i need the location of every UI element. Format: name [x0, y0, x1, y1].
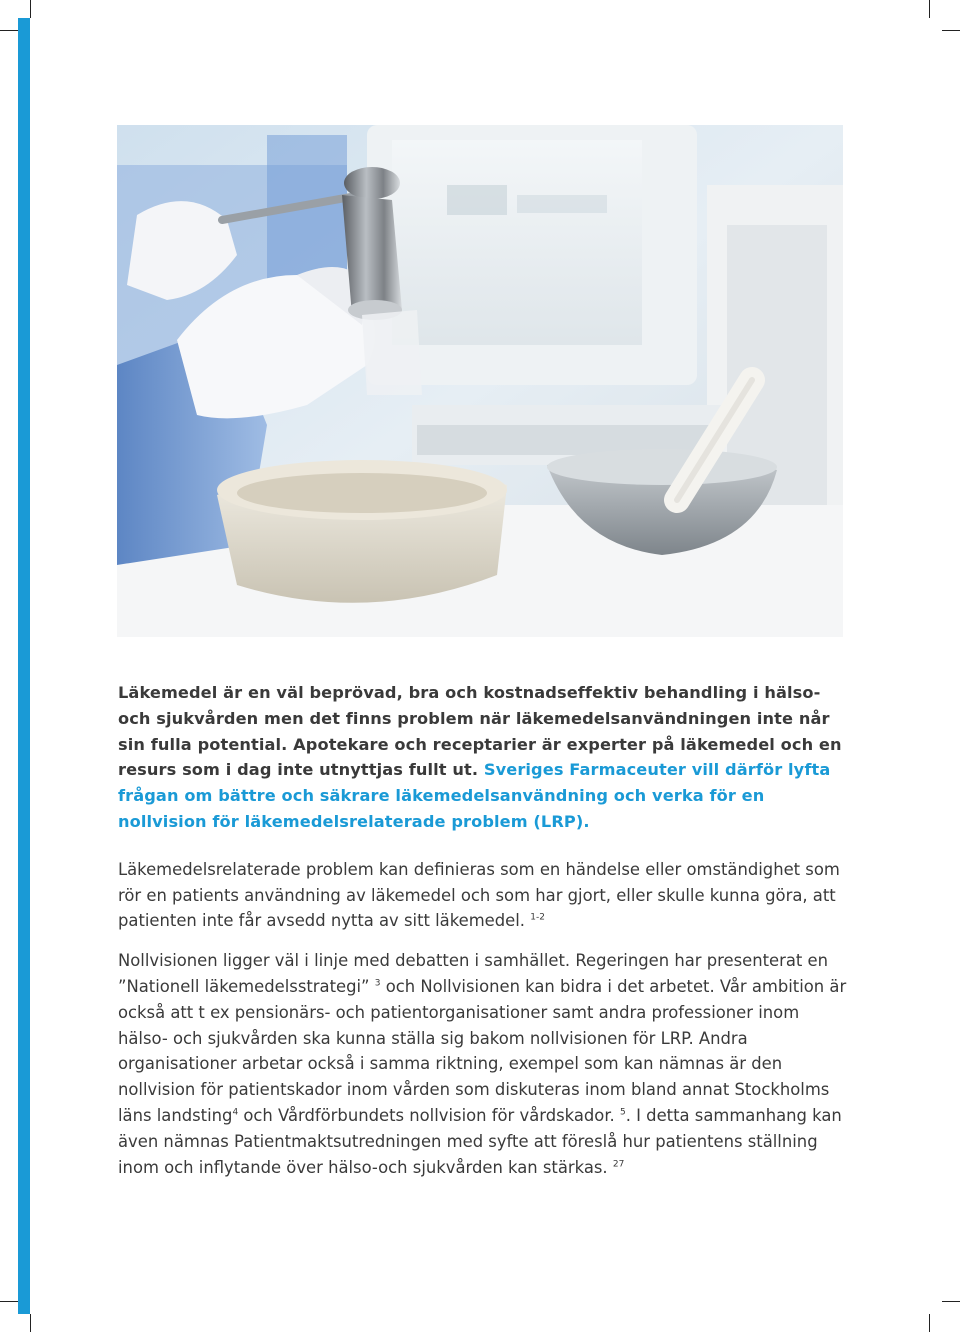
- crop-mark-top-left-h: [0, 30, 18, 31]
- nollvision-text-3: och Vårdförbundets nollvision för vårdskador.: [238, 1105, 620, 1125]
- footnote-ref-1-2: 1-2: [530, 912, 545, 923]
- crop-mark-bottom-left-v: [30, 1314, 31, 1332]
- definition-paragraph: [118, 857, 848, 934]
- footnote-ref-3: 3: [374, 978, 381, 989]
- footnote-ref-4: 4: [232, 1107, 239, 1118]
- crop-mark-top-right-v: [929, 0, 930, 18]
- nollvision-text-4: . I detta sammanhang kan även nämnas Patientmaktsutredningen med syfte att föreslå hur patientens ställning inom och inflytande över hälso-och sjukvården kan stärkas.: [118, 1105, 842, 1177]
- nollvision-paragraph: [118, 948, 848, 1180]
- crop-mark-bottom-left-h: [0, 1301, 18, 1302]
- footnote-ref-27: 27: [612, 1159, 625, 1170]
- footnote-ref-5: 5: [619, 1107, 626, 1118]
- crop-mark-top-right-h: [942, 30, 960, 31]
- nollvision-text-1: Nollvisionen ligger väl i linje med debatten i samhället. Regeringen har presenterat en ”Nationell läkemedelsstrategi”: [118, 951, 828, 996]
- article-body: [118, 680, 848, 1180]
- lead-text: Läkemedel är en väl beprövad, bra och kostnadseffektiv behandling i hälso- och sjukvården men det finns problem när läkemedelsanvändningen inte når sin fulla potential. Apotekare och receptarier är experter på läkemedel och en resurs som i dag inte utnyttjas fullt ut.: [118, 683, 842, 780]
- lead-accent-text: Sveriges Farmaceuter vill därför lyfta frågan om bättre och säkrare läkemedelsanvändning och verka för en nollvision för läkemedelsrelaterade problem (LRP).: [118, 760, 831, 831]
- lead-paragraph: [118, 680, 848, 835]
- crop-mark-bottom-right-v: [929, 1314, 930, 1332]
- crop-mark-top-left-v: [30, 0, 31, 18]
- definition-text: Läkemedelsrelaterade problem kan definieras som en händelse eller omständighet som rör en patients användning av läkemedel och som har gjort, eller skulle kunna göra, att patienten inte får avsedd nytta av sitt läkemedel.: [118, 859, 840, 931]
- nollvision-text-2: och Nollvisionen kan bidra i det arbetet. Vår ambition är också att t ex pensionärs- och patientorganisationer samt andra professioner inom hälso- och sjukvården ska kunna ställa sig bakom nollvisionen för LRP. Andra organisationer arbetar också i samma riktning, exempel som kan nämnas är den nollvision för patientskador inom vården som diskuteras inom bland annat Stockholms läns landsting: [118, 976, 847, 1125]
- crop-mark-bottom-right-h: [942, 1301, 960, 1302]
- accent-side-bar: [18, 18, 30, 1314]
- lab-photo: [117, 125, 843, 637]
